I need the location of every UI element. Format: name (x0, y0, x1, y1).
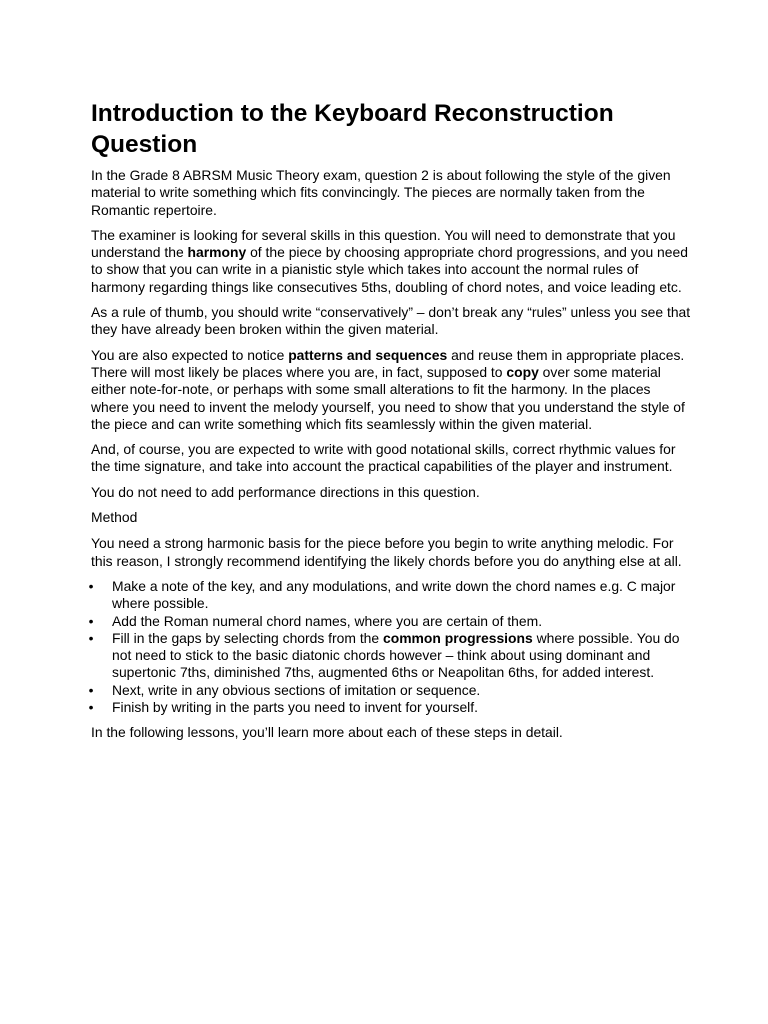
patterns-paragraph (91, 347, 691, 433)
list-item-text: Add the Roman numeral chord names, where you are certain of them. (112, 612, 543, 629)
notation-paragraph: And, of course, you are expected to write with good notational skills, correct rhythmic values for the time signature, and take into account the practical capabilities of the player and instrument. (91, 441, 676, 475)
list-item-text: Next, write in any obvious sections of imitation or sequence. (112, 681, 481, 698)
closing-paragraph: In the following lessons, you’ll learn more about each of these steps in detail. (91, 724, 563, 741)
bold-term-harmony: harmony (187, 244, 247, 261)
list-item (88, 681, 691, 699)
text-run: where possible. You do not need to stick to the basic diatonic chords however – think about using dominant and supertonic 7ths, diminished 7ths, augmented 6ths or Neapolitan 6ths, for added interest. (112, 629, 680, 681)
list-item (88, 699, 691, 716)
list-item-text: Finish by writing in the parts you need to invent for yourself. (112, 699, 478, 716)
bullet-icon: • (88, 577, 94, 594)
list-item (88, 629, 691, 682)
performance-paragraph: You do not need to add performance directions in this question. (91, 483, 480, 500)
text-run: over some material either note-for-note, or perhaps with some small alterations to fit the harmony. In the places where you need to invent the melody yourself, you need to show that you understand the style of the piece and can write something which fits seamlessly within the given material. (91, 363, 685, 432)
bullet-icon: • (88, 612, 94, 629)
method-heading: Method (91, 509, 138, 526)
bullet-icon: • (88, 629, 94, 646)
rule-of-thumb-paragraph: As a rule of thumb, you should write “conservatively” – don’t break any “rules” unless you see that they have already been broken within the given material. (91, 304, 691, 338)
text-run: Fill in the gaps by selecting chords from the (112, 629, 383, 646)
text-run: The examiner is looking for several skills in this question. You will need to demonstrate that you understand the (91, 226, 676, 261)
bold-term-common-progressions: common progressions (383, 629, 533, 646)
steps-list (88, 577, 691, 716)
skills-paragraph (91, 227, 691, 296)
text-run: and reuse them in appropriate places. There will most likely be places where you are, in fact, supposed to (91, 346, 685, 380)
text-run: You are also expected to notice (91, 346, 289, 363)
bold-term-patterns: patterns and sequences (288, 346, 448, 363)
list-item-text: Make a note of the key, and any modulations, and write down the chord names e.g. C major where possible. (112, 577, 676, 612)
intro-paragraph: In the Grade 8 ABRSM Music Theory exam, question 2 is about following the style of the given material to write something which fits convincingly. The pieces are normally taken from the Romantic repertoire. (91, 167, 671, 218)
bullet-icon: • (88, 699, 94, 716)
list-item (88, 577, 691, 613)
bullet-icon: • (88, 681, 94, 698)
text-run: of the piece by choosing appropriate chord progressions, and you need to show that you can write in a pianistic style which takes into account the normal rules of harmony regarding things like consecutives 5ths, doubling of chord notes, and voice leading etc. (91, 244, 688, 295)
page-title: Introduction to the Keyboard Reconstruction Question (91, 100, 614, 158)
method-paragraph: You need a strong harmonic basis for the piece before you begin to write anything melodic. For this reason, I strongly recommend identifying the likely chords before you do anything else at all. (91, 535, 682, 569)
list-item (88, 612, 691, 630)
bold-term-copy: copy (506, 363, 539, 380)
document-page (88, 98, 691, 750)
